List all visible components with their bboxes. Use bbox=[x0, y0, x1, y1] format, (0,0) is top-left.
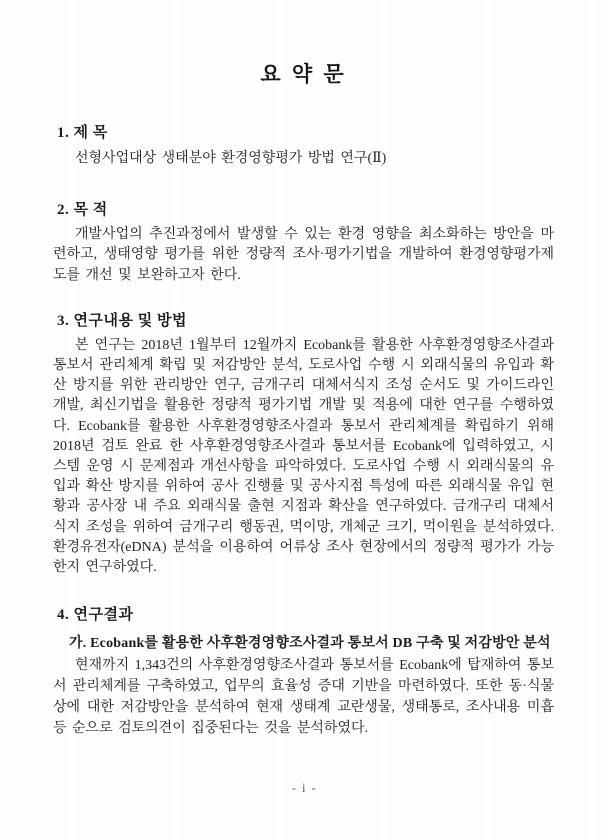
section-purpose bbox=[53, 201, 554, 286]
section-4-body: 현재까지 1,343건의 사후환경영향조사결과 통보서를 Ecobank에 탑재하여 통보서 관리체계를 구축하였고, 업무의 효율성 증대 기반을 마련하였다. 또한 동·식물상에 대한 저감방안을 분석하여 현재 생태계 교란생물, 생태통로, 조사내용 미흡 등 순으로 검토의견이 집중된다는 것을 분석하였다. bbox=[53, 658, 554, 737]
section-2-body: 개발사업의 추진과정에서 발생할 수 있는 환경 영향을 최소화하는 방안을 마련하고, 생태영향 평가를 위한 정량적 조사·평가기법을 개발하여 환경영향평가제도를 개선 및 보완하고자 한다. bbox=[53, 227, 554, 283]
page-number: - i - bbox=[291, 781, 318, 795]
section-4-subheading: 가. Ecobank를 활용한 사후환경영향조사결과 통보서 DB 구축 및 저감방안 분석 bbox=[69, 636, 551, 652]
section-2-heading: 2. 목 적 bbox=[57, 202, 108, 219]
section-1-body: 선형사업대상 생태분야 환경영향평가 방법 연구(Ⅱ) bbox=[75, 151, 387, 166]
document-title: 요 약 문 bbox=[260, 62, 347, 86]
section-3-heading: 3. 연구내용 및 방법 bbox=[57, 312, 187, 329]
section-results bbox=[53, 606, 554, 739]
section-1-heading: 1. 제 목 bbox=[57, 125, 108, 141]
section-3-body: 본 연구는 2018년 1월부터 12월까지 Ecobank를 활용한 사후환경영향조사결과 통보서 관리체계 확립 및 저감방안 분석, 도로사업 수행 시 외래식물의 유입과 확산 방지를 위한 관리방안 연구, 금개구리 대체서식지 조성 순서도 및 가이드라인 개발, 최신기법을 활용한 정량적 평가기법 개발 및 적용에 대한 연구를 수행하였다. Ecobank를 활용한 사후환경영향조사결과 통보서 관리체계를 확립하기 위해 2018년 검토 완료 한 사후환경영향조사결과 통보서를 Ecobank에 입력하였고, 시스템 운영 시 문제점과 개선사항을 파악하였다. 도로사업 수행 시 외래식물의 유입과 확산 방지를 위하여 공사 진행률 및 공사지점 특성에 따른 외래식물 유입 현황과 공사장 내 주요 외래식물 출현 지점과 확산을 연구하였다. 금개구리 대체서식지 조성을 위하여 금개구리 행동권, 먹이망, 개체군 크기, 먹이원을 분석하였다. 환경유전자(eDNA) 분석을 이용하여 어류상 조사 현장에서의 정량적 평가가 가능한지 연구하였다. bbox=[53, 337, 554, 576]
section-4-heading: 4. 연구결과 bbox=[57, 607, 134, 624]
section-methods bbox=[53, 312, 554, 578]
section-title bbox=[53, 124, 554, 169]
